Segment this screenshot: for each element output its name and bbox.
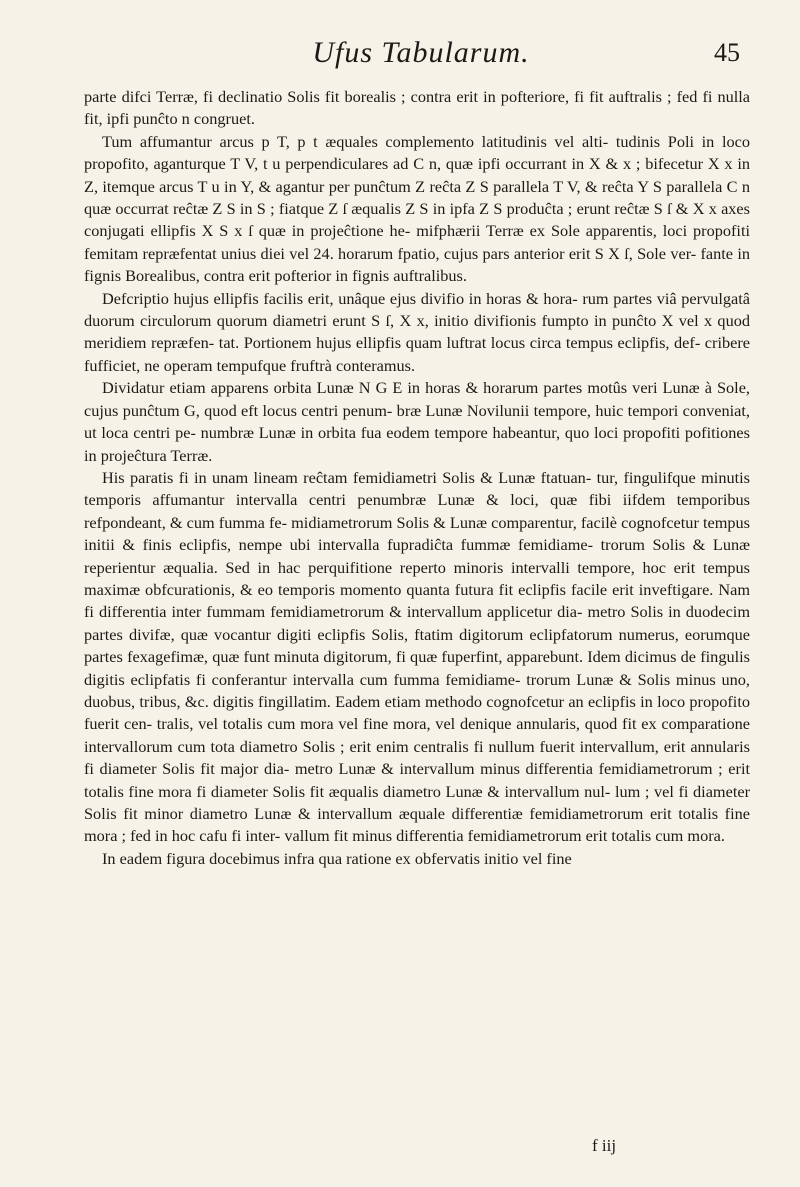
paragraph-arcus: Tum affumantur arcus p T, p t æquales complemento latitudinis vel alti- tudinis Poli in loco propofito, aganturque T V, t u perpendiculares ad C n, quæ ipfi occurrant in X & x ; bifecetur X x in Z, itemque arcus T u in Y, & agantur per punĉtum Z reĉta Z S parallela T V, & reĉta Y S parallela C n quæ occurrat reĉtæ Z S in S ; fiatque Z ſ æqualis Z S in ipfa Z S produĉta ; erunt reĉtæ S ſ & X x axes conjugati ellipfis X S x ſ quæ in projeĉtione he- mifphærii Terræ ex Sole apparentis, loci propofiti femitam repræfentat unius diei vel 24. horarum fpatio, cujus pars anterior erit S X ſ, Sole ver- fante in fignis Borealibus, contra erit pofterior in fignis auftralibus. <box>84 131 750 286</box>
running-head <box>90 36 752 76</box>
paragraph-continuation: parte difci Terræ, fi declinatio Solis fit borealis ; contra erit in pofteriore, fi fit auftralis ; fed fi nulla fit, ipfi punĉto n congruet. <box>84 87 750 129</box>
paragraph-descriptio: Defcriptio hujus ellipfis facilis erit, unâque ejus divifio in horas & hora- rum partes viâ pervulgatâ duorum circulorum quorum diametri erunt S ſ, X x, initio divifionis fumpto in punĉto X vel x quod meridiem repræfen- tat. Portionem hujus ellipfis quam luftrat locus circa tempus eclipfis, def- cribere fufficiet, ne operam tempufque fruftrà conteramus. <box>84 288 750 375</box>
signature-mark: f iij <box>592 1136 617 1155</box>
body-text <box>84 86 750 870</box>
paragraph-his-paratis: His paratis fi in unam lineam reĉtam femidiametri Solis & Lunæ ftatuan- tur, fingulifque minutis temporis affumantur intervalla centri penumbræ Lunæ & loci, quæ fibi iifdem temporibus refpondeant, & cum fumma fe- midiametrorum Solis & Lunæ comparentur, facilè cognofcetur tempus initii & finis eclipfis, nempe ubi intervalla fupradiĉta fummæ femidiame- trorum Solis & Lunæ reperientur æqualia. Sed in hac perquifitione reperto minoris intervalli tempore, hoc erit tempus maximæ obfcurationis, & eo temporis momento quanta futura fit eclipfis facile erit inveftigare. Nam fi differentia inter fummam femidiametrorum & intervallum applicetur dia- metro Solis in duodecim partes divifæ, quæ vocantur digiti eclipfis Solis, ftatim digitorum eclipfatorum numerus, eorumque partes fexagefimæ, quæ funt minuta digitorum, fi quæ fuperfint, apparebunt. Idem dicimus de fingulis digitis eclipfatis fi conferantur intervalla cum fumma femidiame- trorum Lunæ & Solis minus uno, duobus, tribus, &c. digitis fingillatim. Eadem etiam methodo cognofcetur an eclipfis in loco propofito fuerit cen- tralis, vel totalis cum mora vel fine mora, vel denique annularis, quod fit ex comparatione intervallorum cum tota diametro Solis ; erit enim centralis fi nullum fuerit intervallum, erit annularis fi diameter Solis fit major dia- metro Lunæ & intervallum minus differentia femidiametrorum ; erit totalis fine mora fi diameter Solis fit æqualis diametro Lunæ & intervallum nul- lum ; vel fi diameter Solis fit minor diametro Lunæ & intervallum æquale differentiæ femidiametrorum erit totalis fine mora ; fed in hoc cafu fi inter- vallum fit minus differentia femidiametrorum erit totalis cum mora. <box>84 467 750 846</box>
paragraph-in-eadem-figura: In eadem figura docebimus infra qua ratione ex obfervatis initio vel fine <box>102 848 572 868</box>
page-number: 45 <box>714 38 740 67</box>
paragraph-orbita-lunae: Dividatur etiam apparens orbita Lunæ N G E in horas & horarum partes motûs veri Lunæ à Sole, cujus punĉtum G, quod eft locus centri penum- bræ Lunæ Novilunii tempore, huic tempori conveniat, ut loca centri pe- numbræ Lunæ in orbita fua eodem tempore habeantur, quo loci propofiti pofitiones in projeĉtura Terræ. <box>84 378 750 465</box>
running-title: Ufus Tabularum. <box>312 36 530 69</box>
